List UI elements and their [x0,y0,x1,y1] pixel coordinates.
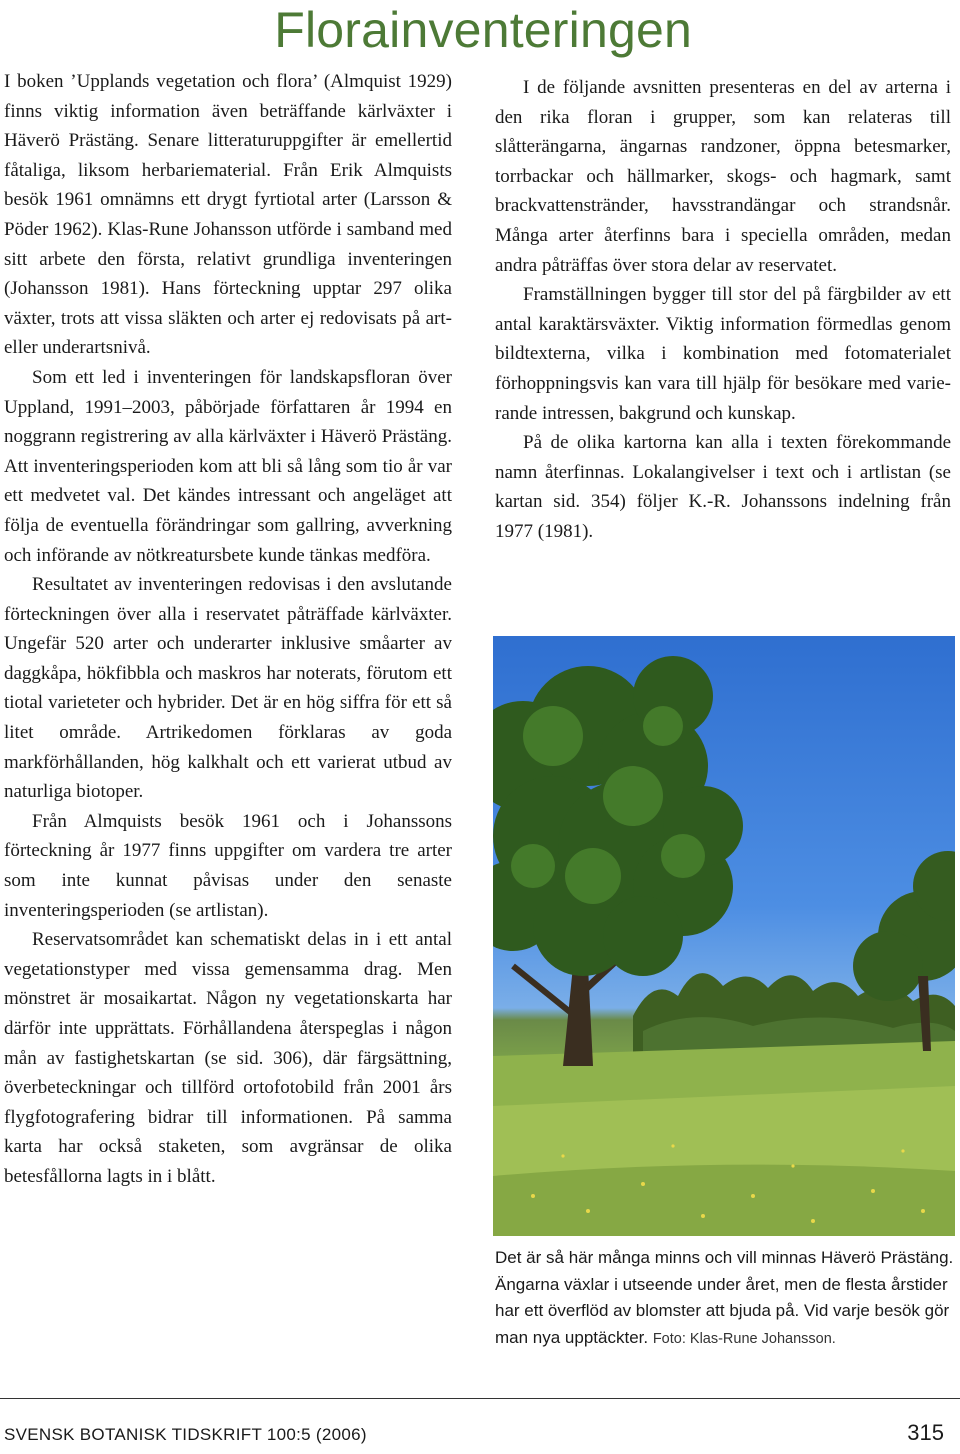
body-paragraph: I boken ’Upplands vegetation och flora’ (Almquist 1929) finns viktig information även beträffande kärlväxter i Häverö Prästäng. Senare litteraturuppgifter är emellertid fåtaliga, liksom herbariematerial. Från Erik Almquists besök 1961 omnämns ett drygt fyrtiotal arter (Larsson & Pöder 1962). Klas-Rune Johansson utförde i samband med sitt arbete den första, relativt grundliga inventeringen (Johansson 1981). Hans förteckning upptar 297 olika växter, trots att vissa släkten och arter ej redovisats på art- eller underartsnivå. [4,71,452,359]
body-paragraph: Från Almquists besök 1961 och i Johanssons förteckning år 1977 finns uppgifter om vardera tre arter som inte kunnat påvisas under den senaste inventeringsperioden (se artlistan). [4,810,452,921]
journal-name: SVENSK BOTANISK TIDSKRIFT 100:5 (2006) [4,1425,367,1444]
body-paragraph: Resultatet av inventeringen redovisas i den avslutande förteckningen över alla i reservatet påträffade kärlväxter. Ungefär 520 arter och underarter inklusive småarter av daggkåpa, hökfibbla och maskros har noterats, förutom ett tiotal varieteter och hybrider. Det är en hög siffra för ett så litet område. Artrikedomen förklaras av goda markförhållanden, hög kalkhalt och ett varierat utbud av naturliga biotoper. [4,574,452,803]
meadow-photo [493,636,955,1236]
page-number: 315 [907,1420,944,1445]
footer-rule [0,1398,960,1399]
body-paragraph: Reservatsområdet kan schematiskt delas in i ett antal vegetationstyper med vissa gemensamma drag. Men mönstret är mosaikartat. Någon ny vegetationskarta har därför inte upprättats. Förhållandena återspeglas i någon mån av fastighetskartan (se sid. 306), där färgsättning, överbeteckningar och tillförd ortofotobild från 2001 års flygfotografering bidrar till informationen. På samma karta har också staketen, som avgränsar de olika betesfållorna lagts in i blått. [4,929,452,1187]
photo-credit: Foto: Klas-Rune Johansson. [652,1330,836,1347]
meadow-photo-illustration [493,636,955,1236]
body-paragraph: På de olika kartorna kan alla i texten förekommande namn återfinnas. Lokalangivelser i text och i artlistan (se kartan sid. 354) följer K.-R. Johanssons indelning från 1977 (1981). [495,432,951,542]
caption-text: Det är så här många minns och vill minnas Häverö Prästäng. Ängarna växlar i utseende under året, men de flesta årstider har ett överflöd av blomster att bjuda på. Vid varje besök gör man nya upptäckter. [495,1248,954,1347]
body-paragraph: Som ett led i inventeringen för landskapsfloran över Uppland, 1991–2003, påbörjade författaren år 1994 en noggrann registrering av alla kärlväxter i Häverö Prästäng. Att inventeringsperioden kom att bli så lång som tio år var ett medvetet val. Det kändes intressant och angeläget att följa de eventuella förändringar som gallring, avverkning och införande av nötkreatursbete kunde tänkas medföra. [4,366,452,566]
photo-caption [495,1245,955,1352]
page-title: Florainventeringen [274,2,692,58]
right-text-column [495,73,951,547]
body-paragraph: I de följande avsnitten presenteras en del av arterna i den rika floran i grupper, som kan relateras till slåtterängarna, ängarnas randzoner, öppna betesmarker, torrbackar och hällmarker, skogs- och hagmark, samt brackvattenstränder, havsstrandängar och strandsnår. Många arter återfinns bara i speciella områden, medan andra påträffas över stora delar av reservatet. [495,77,951,276]
left-text-column [4,67,452,1192]
body-paragraph: Framställningen bygger till stor del på färgbilder av ett antal karaktärsväxter. Viktig information förmedlas genom bildtexterna, vilka i kombination med fotomaterialet förhoppningsvis kan vara till hjälp för besökare med varierande intressen, bakgrund och kunskap. [495,284,951,424]
